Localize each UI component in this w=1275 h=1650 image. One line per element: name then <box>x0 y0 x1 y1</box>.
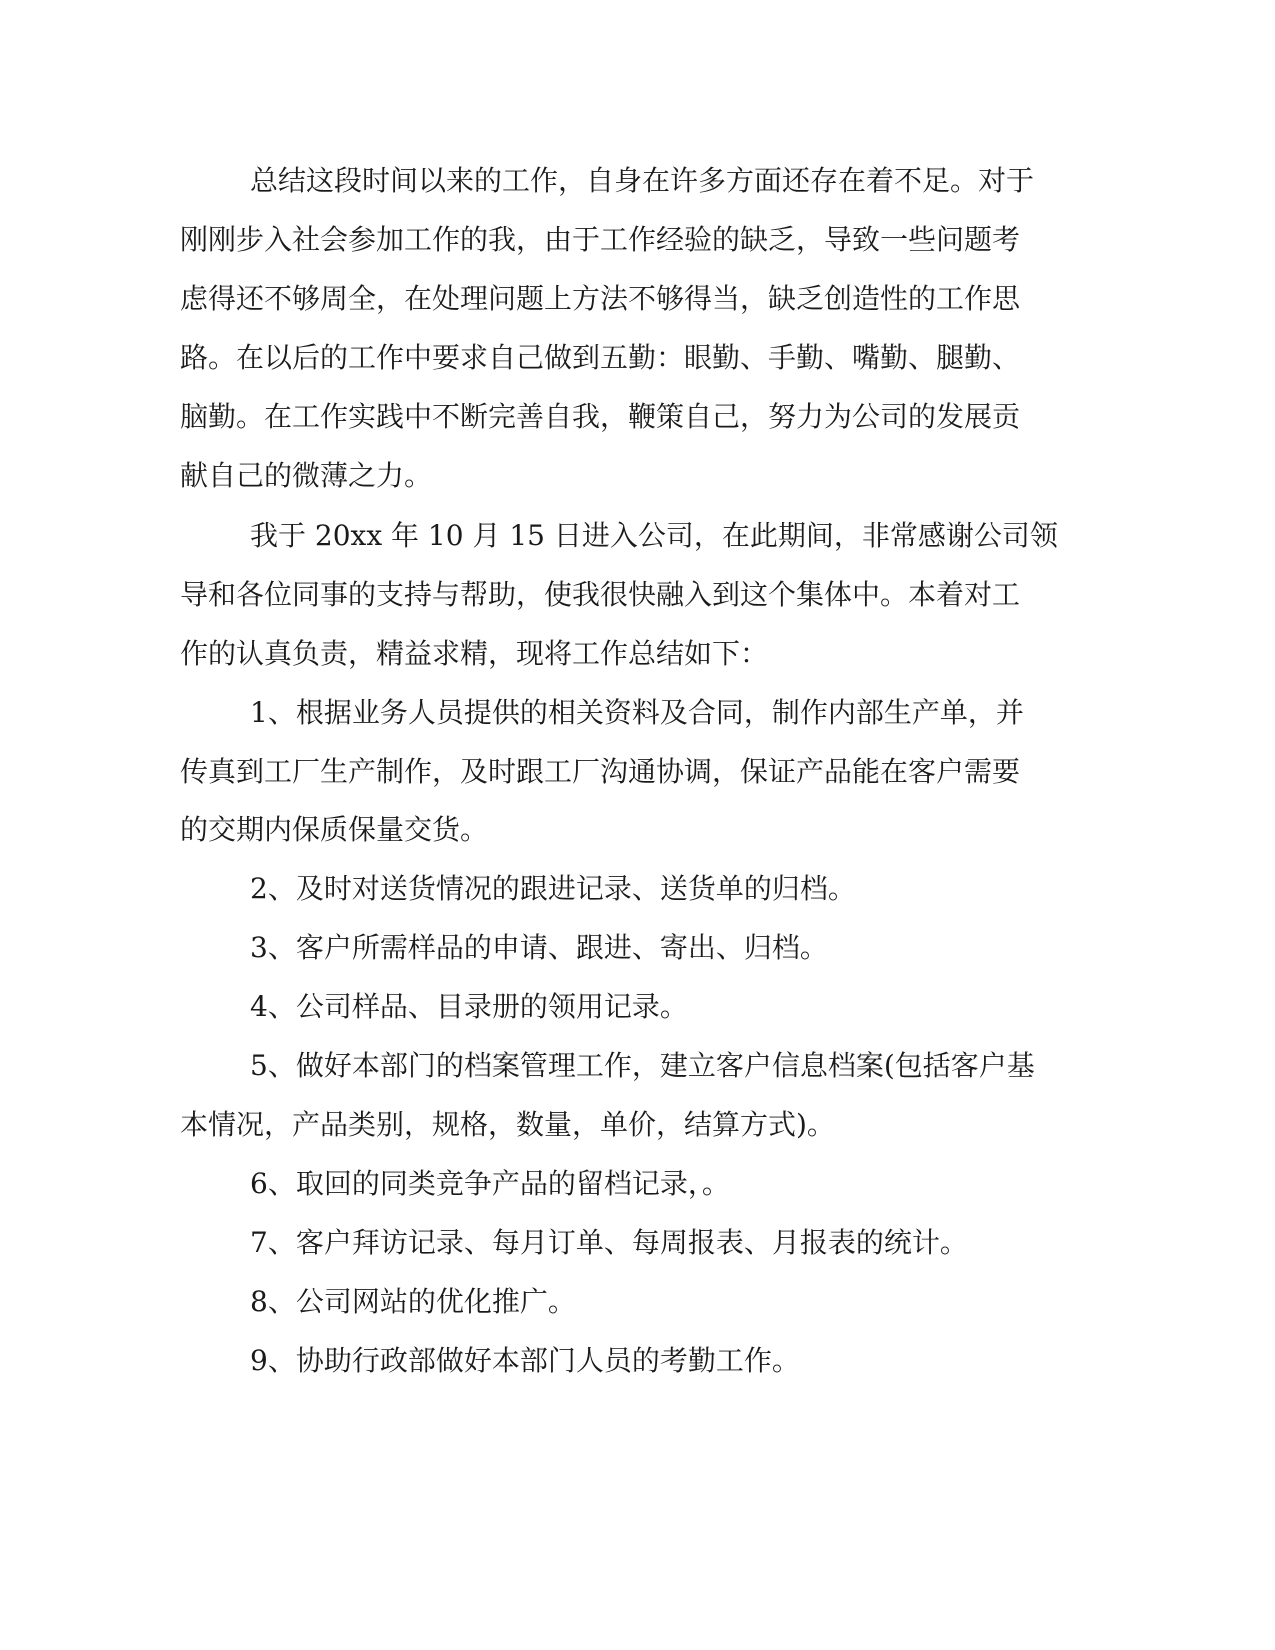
list-item-line: 本情况，产品类别，规格，数量，单价，结算方式)。 <box>180 1108 835 1141</box>
list-item-line: 9、协助行政部做好本部门人员的考勤工作。 <box>250 1344 800 1377</box>
list-item-line: 4、公司样品、目录册的领用记录。 <box>250 990 688 1023</box>
paragraph-line: 献自己的微薄之力。 <box>180 459 433 492</box>
list-item-line: 3、客户所需样品的申请、跟进、寄出、归档。 <box>250 931 828 964</box>
paragraph-line: 路。在以后的工作中要求自己做到五勤：眼勤、手勤、嘴勤、腿勤、 <box>180 341 1021 374</box>
paragraph-line: 我于 20xx 年 10 月 15 日进入公司，在此期间，非常感谢公司领 <box>250 519 1058 552</box>
paragraph-line: 刚刚步入社会参加工作的我，由于工作经验的缺乏，导致一些问题考 <box>180 223 1021 256</box>
paragraph-line: 虑得还不够周全，在处理问题上方法不够得当，缺乏创造性的工作思 <box>180 282 1021 315</box>
paragraph-line: 导和各位同事的支持与帮助，使我很快融入到这个集体中。本着对工 <box>180 578 1021 611</box>
paragraph-line: 脑勤。在工作实践中不断完善自我，鞭策自己，努力为公司的发展贡 <box>180 400 1021 433</box>
list-item-line: 6、取回的同类竞争产品的留档记录，。 <box>250 1167 730 1200</box>
list-item-line: 的交期内保质保量交货。 <box>180 813 489 846</box>
list-item-line: 7、客户拜访记录、每月订单、每周报表、月报表的统计。 <box>250 1226 968 1259</box>
list-item-line: 5、做好本部门的档案管理工作，建立客户信息档案(包括客户基 <box>250 1049 1035 1082</box>
list-item-line: 2、及时对送货情况的跟进记录、送货单的归档。 <box>250 872 856 905</box>
list-item-line: 8、公司网站的优化推广。 <box>250 1285 576 1318</box>
list-item-line: 传真到工厂生产制作，及时跟工厂沟通协调，保证产品能在客户需要 <box>180 755 1021 788</box>
list-item-line: 1、根据业务人员提供的相关资料及合同，制作内部生产单，并 <box>250 696 1024 729</box>
paragraph-line: 作的认真负责，精益求精，现将工作总结如下： <box>180 637 769 670</box>
paragraph-line: 总结这段时间以来的工作，自身在许多方面还存在着不足。对于 <box>250 164 1035 197</box>
